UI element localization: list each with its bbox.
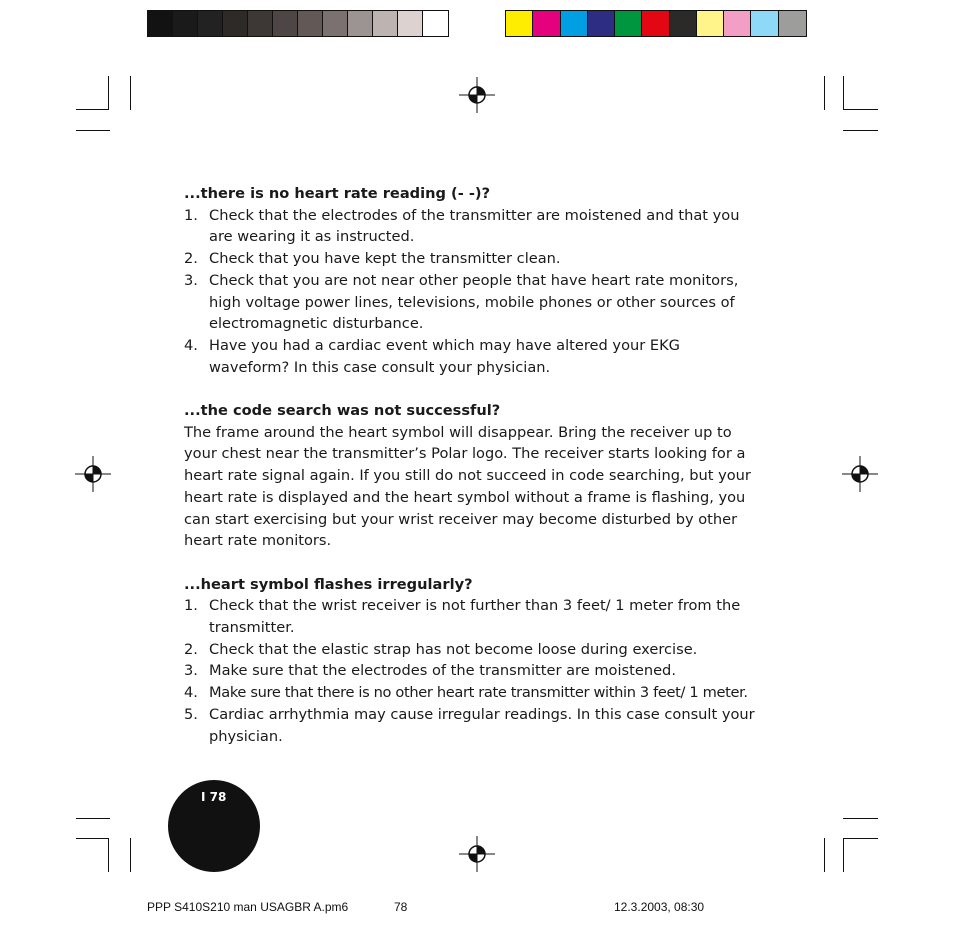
list-text: Check that you have kept the transmitter clean. xyxy=(209,250,561,268)
color-swatch xyxy=(561,11,588,36)
list-text: Check that the wrist receiver is not further than 3 feet/ 1 meter from the transmitter. xyxy=(209,597,741,637)
color-swatch xyxy=(423,11,448,36)
color-swatch xyxy=(148,11,173,36)
list-item xyxy=(184,335,764,378)
section-heading: ...heart symbol flashes irregularly? xyxy=(184,575,473,593)
list-number: 1. xyxy=(184,206,198,224)
color-swatch xyxy=(298,11,323,36)
color-swatch xyxy=(248,11,273,36)
list-number: 4. xyxy=(184,336,198,354)
list-number: 2. xyxy=(184,250,198,268)
list-number: 3. xyxy=(184,271,198,289)
color-swatch xyxy=(323,11,348,36)
section-heading: ...the code search was not successful? xyxy=(184,402,501,420)
color-swatch xyxy=(348,11,373,36)
section-heart-symbol-flashes xyxy=(184,574,764,748)
color-swatch xyxy=(779,11,806,36)
registration-mark-bottom-icon xyxy=(459,836,495,872)
registration-mark-top-icon xyxy=(459,77,495,113)
color-swatch xyxy=(173,11,198,36)
list-item xyxy=(184,639,764,661)
color-swatch xyxy=(273,11,298,36)
troubleshooting-content xyxy=(184,183,764,747)
footer-page-number: 78 xyxy=(394,900,408,914)
list-text: Check that the elastic strap has not become loose during exercise. xyxy=(209,640,698,658)
footer-file-name: PPP S410S210 man USAGBR A.pm6 xyxy=(147,900,349,914)
list-item xyxy=(184,682,764,704)
color-swatch xyxy=(223,11,248,36)
color-swatch xyxy=(751,11,778,36)
color-swatch xyxy=(615,11,642,36)
color-swatch xyxy=(373,11,398,36)
color-swatch xyxy=(670,11,697,36)
list-text: Make sure that there is no other heart rate transmitter within 3 feet/ 1 meter. xyxy=(209,684,748,702)
list-text: Check that the electrodes of the transmitter are moistened and that you are wearing it as instructed. xyxy=(209,206,740,246)
color-swatch xyxy=(198,11,223,36)
list-item xyxy=(184,595,764,638)
list-text: Make sure that the electrodes of the transmitter are moistened. xyxy=(209,662,676,680)
list-item xyxy=(184,704,764,747)
list-text: Check that you are not near other people that have heart rate monitors, high voltage power lines, televisions, mobile phones or other sources of electromagnetic disturbance. xyxy=(209,271,739,333)
section-paragraph: The frame around the heart symbol will disappear. Bring the receiver up to your chest near the transmitter’s Polar logo. The receiver starts looking for a heart rate signal again. If you still do not succeed in code searching, but your heart rate is displayed and the heart symbol without a frame is flashing, you can start exercising but your wrist receiver may become disturbed by other heart rate monitors. xyxy=(184,423,751,550)
color-swatch xyxy=(588,11,615,36)
list-item xyxy=(184,248,764,270)
grayscale-color-bar xyxy=(147,10,449,37)
list-number: 3. xyxy=(184,662,198,680)
section-code-search xyxy=(184,400,764,552)
color-swatch xyxy=(506,11,533,36)
registration-mark-right-icon xyxy=(842,456,878,492)
list-item xyxy=(184,660,764,682)
list-text: Cardiac arrhythmia may cause irregular readings. In this case consult your physician. xyxy=(209,705,755,745)
list-number: 1. xyxy=(184,597,198,615)
process-color-bar xyxy=(505,10,807,37)
color-swatch xyxy=(724,11,751,36)
registration-mark-left-icon xyxy=(75,456,111,492)
list-item xyxy=(184,205,764,248)
list-number: 2. xyxy=(184,640,198,658)
list-text: Have you had a cardiac event which may have altered your EKG waveform? In this case consult your physician. xyxy=(209,336,680,376)
list-number: 4. xyxy=(184,684,198,702)
color-swatch xyxy=(697,11,724,36)
section-heading: ...there is no heart rate reading (- -)? xyxy=(184,185,491,202)
color-swatch xyxy=(642,11,669,36)
list-number: 5. xyxy=(184,705,198,723)
list-item xyxy=(184,270,764,335)
section-no-heart-rate xyxy=(184,183,764,378)
page-badge-label: I 78 xyxy=(201,790,227,804)
footer-date: 12.3.2003, 08:30 xyxy=(614,900,705,914)
color-swatch xyxy=(398,11,423,36)
color-swatch xyxy=(533,11,560,36)
